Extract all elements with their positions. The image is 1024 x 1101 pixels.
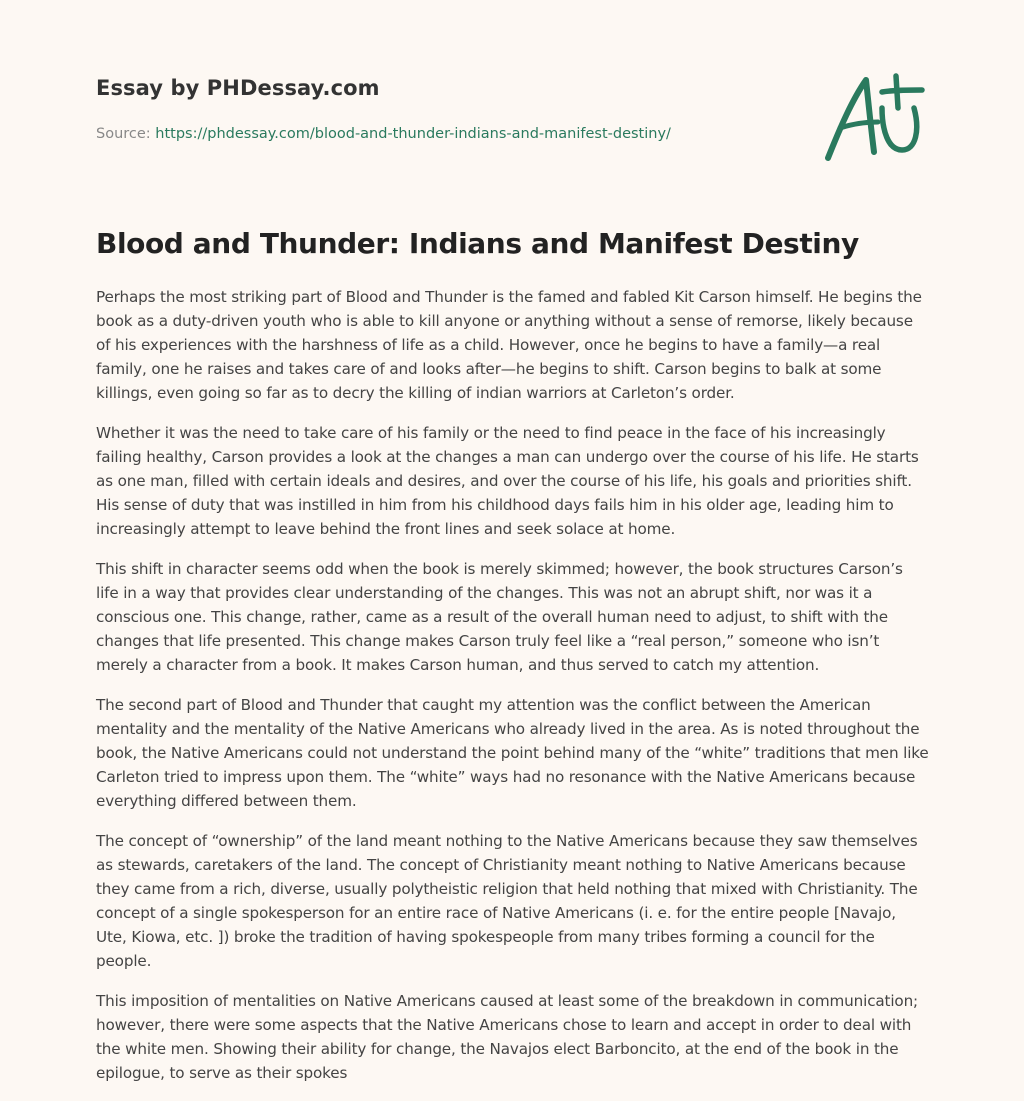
essay-paragraph: This imposition of mentalities on Native Americans caused at least some of the breakdown in communication; however, there were some aspects that the Native Americans chose to learn and accept in order to deal with the white men. Showing their ability for change, the Navajos elect Barboncito, at the end of the book in the epilogue, to serve as their spokes bbox=[96, 992, 919, 1082]
essay-paragraph: This shift in character seems odd when the book is merely skimmed; however, the book structures Carson’s life in a way that provides clear understanding of the changes. This was not an abrupt shift, nor was it a conscious one. This change, rather, came as a result of the overall human need to adjust, to shift with the changes that life presented. This change makes Carson truly feel like a “real person,” someone who isn’t merely a character from a book. It makes Carson human, and thus served to catch my attention. bbox=[96, 560, 903, 674]
essay-title: Blood and Thunder: Indians and Manifest Destiny bbox=[96, 227, 859, 260]
essay-header bbox=[96, 76, 796, 142]
source-line bbox=[96, 126, 796, 142]
source-link[interactable]: https://phdessay.com/blood-and-thunder-indians-and-manifest-destiny/ bbox=[155, 126, 671, 142]
essay-paragraph: The concept of “ownership” of the land meant nothing to the Native Americans because they saw themselves as stewards, caretakers of the land. The concept of Christianity meant nothing to Native Americans because they came from a rich, diverse, usually polytheistic religion that held nothing that mixed with Christianity. The concept of a single spokesperson for an entire race of Native Americans (i. e. for the entire people [Navajo, Ute, Kiowa, etc. ]) broke the tradition of having spokespeople from many tribes forming a council for the people. bbox=[96, 832, 918, 970]
essay-paragraph: Perhaps the most striking part of Blood and Thunder is the famed and fabled Kit Carson himself. He begins the book as a duty-driven youth who is able to kill anyone or anything without a sense of remorse, likely because of his experiences with the harshness of life as a child. However, once he begins to have a family—a real family, one he raises and takes care of and looks after—he begins to shift. Carson begins to balk at some killings, even going so far as to decry the killing of indian warriors at Carleton’s order. bbox=[96, 288, 922, 402]
site-title: Essay by PHDessay.com bbox=[96, 76, 380, 100]
essay-paragraph: Whether it was the need to take care of his family or the need to find peace in the face of his increasingly failing healthy, Carson provides a look at the changes a man can undergo over the course of his life. He starts as one man, filled with certain ideals and desires, and over the course of his life, his goals and priorities shift. His sense of duty that was instilled in him from his childhood days fails him in his older age, leading him to increasingly attempt to leave behind the front lines and seek solace at home. bbox=[96, 424, 919, 538]
essay-paragraph: The second part of Blood and Thunder that caught my attention was the conflict between the American mentality and the mentality of the Native Americans who already lived in the area. As is noted throughout the book, the Native Americans could not understand the point behind many of the “white” traditions that men like Carleton tried to impress upon them. The “white” ways had no resonance with the Native Americans because everything differed between them. bbox=[96, 696, 929, 810]
a-plus-logo-icon bbox=[822, 68, 926, 164]
source-label: Source: bbox=[96, 126, 151, 142]
essay-body bbox=[96, 285, 930, 1101]
